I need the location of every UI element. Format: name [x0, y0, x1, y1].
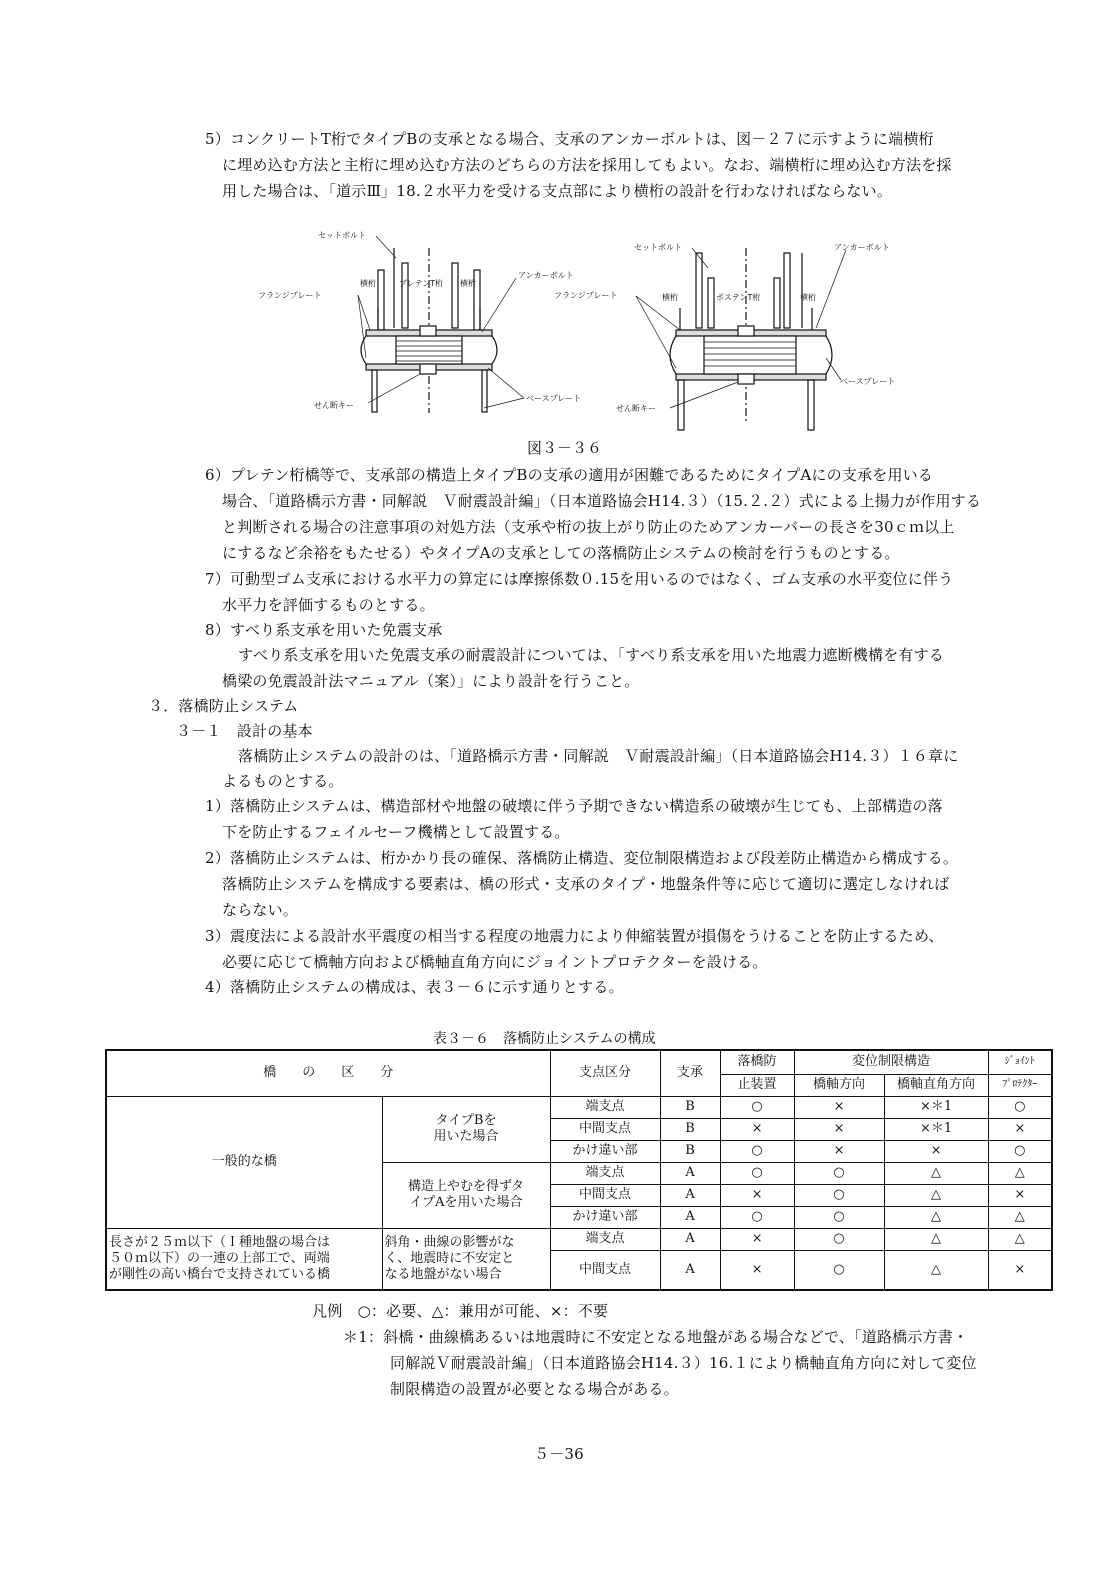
cell-axial: ○ — [794, 1162, 884, 1184]
note-line-1: ＊1：斜橋・曲線橋あるいは地震時に不安定となる地盤がある場合などで、「道路橋示方書・ — [343, 1328, 969, 1346]
cell-fall-prevention: ○ — [720, 1096, 794, 1118]
short-bridge-line-2: ５０ｍ以下）の一連の上部工で、両端 — [109, 1250, 330, 1266]
header-support-class: 支点区分 — [550, 1050, 660, 1096]
cell-support: かけ違い部 — [550, 1140, 660, 1162]
page-number: ５－36 — [534, 1445, 584, 1463]
header-joint-2: ﾌﾟﾛﾃｸﾀｰ — [988, 1074, 1052, 1096]
header-axial: 橋軸方向 — [794, 1074, 884, 1096]
cell-support: 端支点 — [550, 1096, 660, 1118]
general-bridge-cell: 一般的な橋 — [106, 1096, 382, 1228]
item-2-line-2: 落橋防止システムを構成する要素は、橋の形式・支承のタイプ・地盤条件等に応じて適切に選定しなければ — [222, 875, 950, 893]
right-anchor-bolt-label: アンカーボルト — [834, 243, 890, 252]
cell-fall-prevention: ○ — [720, 1162, 794, 1184]
right-diagram-labels — [554, 243, 895, 413]
left-set-bolt-label: セットボルト — [318, 231, 366, 240]
para-8-line-1: すべり系支承を用いた免震支承の耐震設計については、「すべり系支承を用いた地震力遮断機構を有する — [238, 646, 945, 664]
cell-axial: ○ — [794, 1250, 884, 1290]
left-anchor-bolt-label: アンカーボルト — [518, 271, 574, 280]
cell-fall-prevention: × — [720, 1184, 794, 1206]
cell-joint: △ — [988, 1206, 1052, 1228]
cell-fall-prevention: ○ — [720, 1206, 794, 1228]
type-b-line-1: タイプBを — [435, 1113, 497, 1128]
type-b-cell — [382, 1096, 550, 1162]
cell-fall-prevention: × — [720, 1228, 794, 1250]
note-line-3: 制限構造の設置が必要となる場合がある。 — [390, 1380, 679, 1398]
header-joint-1: ｼﾞｮｲﾝﾄ — [988, 1050, 1052, 1074]
header-bridge-class: 橋 の 区 分 — [106, 1050, 550, 1096]
left-cross-beam-label: 横桁 — [360, 279, 376, 288]
section-3-heading: ３．落橋防止システム — [148, 697, 299, 715]
right-flange-plate-label: フランジプレート — [554, 291, 618, 300]
para-5-line-2: に埋め込む方法と主桁に埋め込む方法のどちらの方法を採用してもよい。なお、端横桁に埋め込む方法を採 — [222, 156, 952, 174]
cell-axial: ○ — [794, 1184, 884, 1206]
item-3-line-2: 必要に応じて橋軸方向および橋軸直角方向にジョイントプロテクターを設ける。 — [222, 953, 768, 971]
cell-support: 端支点 — [550, 1228, 660, 1250]
cell-support: 端支点 — [550, 1162, 660, 1184]
cell-bearing: A — [660, 1162, 720, 1184]
cell-joint: △ — [988, 1228, 1052, 1250]
short-condition-cell — [382, 1228, 550, 1290]
cell-joint: × — [988, 1118, 1052, 1140]
para-8-line-2: 橋梁の免震設計法マニュアル（案）」により設計を行うこと。 — [222, 672, 640, 690]
cell-perpendicular: △ — [884, 1184, 988, 1206]
para-5-line-1: 5）コンクリートT桁でタイプBの支承となる場合、支承のアンカーボルトは、図－２７に示すように端横桁 — [205, 130, 934, 148]
left-pretension-label: プレテンT桁 — [399, 279, 444, 288]
right-posttension-label: ポステンT桁 — [716, 293, 761, 302]
right-cross-beam-label-2: 横桁 — [800, 293, 816, 302]
cell-axial: ○ — [794, 1228, 884, 1250]
cell-axial: ○ — [794, 1206, 884, 1228]
cell-perpendicular: △ — [884, 1250, 988, 1290]
table-caption: 表３－６ 落橋防止システムの構成 — [433, 1031, 656, 1047]
cell-axial: × — [794, 1118, 884, 1140]
cell-support: 中間支点 — [550, 1118, 660, 1140]
left-shear-key-label: せん断キー — [314, 401, 354, 410]
right-bearing-diagram — [636, 248, 846, 430]
item-4-line: 4）落橋防止システムの構成は、表３－６に示す通りとする。 — [205, 978, 624, 996]
para-6-line-2: 場合、「道路橋示方書・同解説 Ｖ耐震設計編」（日本道路協会H14.３）（15.２.２）式による上揚力が作用する — [222, 492, 982, 510]
short-bridge-cell — [106, 1228, 382, 1290]
para-7-line-2: 水平力を評価するものとする。 — [222, 596, 435, 614]
section-3-1-intro-line-1: 落橋防止システムの設計のは、「道路橋示方書・同解説 Ｖ耐震設計編」（日本道路協会H14.３）１６章に — [238, 747, 959, 765]
cell-perpendicular: △ — [884, 1228, 988, 1250]
header-perpendicular: 橋軸直角方向 — [884, 1074, 988, 1096]
header-bearing: 支承 — [660, 1050, 720, 1096]
cell-bearing: A — [660, 1184, 720, 1206]
short-bridge-line-1: 長さが２５ｍ以下（Ｉ種地盤の場合は — [109, 1234, 331, 1250]
cell-support: かけ違い部 — [550, 1206, 660, 1228]
figure-caption: 図３－３６ — [527, 439, 603, 457]
cell-perpendicular: △ — [884, 1162, 988, 1184]
left-flange-plate-label: フランジプレート — [258, 291, 322, 300]
cell-joint: × — [988, 1250, 1052, 1290]
type-a-line-1: 構造上やむを得ずタ — [407, 1179, 525, 1194]
header-fall-prevention-1: 落橋防 — [720, 1050, 794, 1074]
cell-support: 中間支点 — [550, 1184, 660, 1206]
table-row — [106, 1096, 1052, 1118]
note-line-2: 同解説Ｖ耐震設計編」（日本道路協会H14.３）16.１により橋軸直角方向に対して変位 — [390, 1354, 977, 1372]
header-fall-prevention-2: 止装置 — [720, 1074, 794, 1096]
left-cross-beam-label-2: 横桁 — [460, 279, 476, 288]
cell-joint: △ — [988, 1162, 1052, 1184]
left-bearing-diagram — [358, 236, 524, 413]
cell-bearing: A — [660, 1206, 720, 1228]
para-6-line-4: にするなど余裕をもたせる）やタイプAの支承としての落橋防止システムの検討を行うものとする。 — [222, 544, 900, 562]
item-3-line-1: 3）震度法による設計水平震度の相当する程度の地震力により伸縮装置が損傷をうけることを防止するため、 — [205, 927, 944, 945]
short-condition-line-2: く、地震時に不安定と — [384, 1250, 515, 1266]
cell-bearing: B — [660, 1118, 720, 1140]
cell-perpendicular: ×＊1 — [884, 1118, 988, 1140]
cell-bearing: A — [660, 1228, 720, 1250]
para-5-line-3: 用した場合は、「道示Ⅲ」18.２水平力を受ける支点部により横桁の設計を行わなければならない。 — [222, 182, 893, 200]
left-base-plate-label: ベースプレート — [526, 394, 582, 403]
cell-bearing: A — [660, 1250, 720, 1290]
cell-joint: × — [988, 1184, 1052, 1206]
short-condition-line-1: 斜角・曲線の影響がな — [384, 1234, 515, 1250]
right-set-bolt-label: セットボルト — [634, 243, 682, 252]
cell-axial: × — [794, 1140, 884, 1162]
cell-bearing: B — [660, 1140, 720, 1162]
cell-fall-prevention: ○ — [720, 1140, 794, 1162]
cell-perpendicular: △ — [884, 1206, 988, 1228]
cell-bearing: B — [660, 1096, 720, 1118]
type-a-line-2: イプAを用いた場合 — [409, 1195, 523, 1210]
cell-joint: ○ — [988, 1140, 1052, 1162]
item-2-line-1: 2）落橋防止システムは、桁かかり長の確保、落橋防止構造、変位制限構造および段差防止構造から構成する。 — [205, 849, 959, 867]
para-8-title: 8）すべり系支承を用いた免震支承 — [205, 621, 443, 639]
item-1-line-1: 1）落橋防止システムは、構造部材や地盤の破壊に伴う予期できない構造系の破壊が生じても、上部構造の落 — [205, 797, 943, 815]
para-7-line-1: 7）可動型ゴム支承における水平力の算定には摩擦係数０.15を用いるのではなく、ゴム支承の水平変位に伴う — [205, 570, 954, 588]
item-2-line-3: ならない。 — [222, 901, 299, 919]
cell-axial: × — [794, 1096, 884, 1118]
cell-fall-prevention: × — [720, 1250, 794, 1290]
cell-support: 中間支点 — [550, 1250, 660, 1290]
short-bridge-line-3: が剛性の高い橋台で支持されている橋 — [109, 1266, 331, 1282]
section-3-1-intro-line-2: よるものとする。 — [222, 772, 344, 790]
right-cross-beam-label: 横桁 — [662, 293, 678, 302]
para-6-line-3: と判断される場合の注意事項の対処方法（支承や桁の抜上がり防止のためアンカーバーの長さを30ｃｍ以上 — [222, 518, 955, 536]
cell-fall-prevention: × — [720, 1118, 794, 1140]
left-diagram-labels — [258, 231, 581, 410]
item-1-line-2: 下を防止するフェイルセーフ機構として設置する。 — [222, 823, 570, 841]
legend: 凡例 ○：必要、△：兼用が可能、×：不要 — [312, 1302, 609, 1320]
cell-perpendicular: ×＊1 — [884, 1096, 988, 1118]
table-row — [106, 1228, 1052, 1250]
header-displacement: 変位制限構造 — [794, 1050, 988, 1074]
type-b-line-2: 用いた場合 — [433, 1129, 499, 1144]
section-3-1-heading: ３－１ 設計の基本 — [176, 722, 313, 740]
bearing-anchor-figure — [226, 208, 942, 446]
cell-joint: ○ — [988, 1096, 1052, 1118]
cell-perpendicular: × — [884, 1140, 988, 1162]
short-condition-line-3: なる地盤がない場合 — [384, 1266, 502, 1282]
type-a-cell — [382, 1162, 550, 1228]
right-base-plate-label: ベースプレート — [840, 377, 896, 386]
right-shear-key-label: せん断キー — [616, 404, 656, 413]
para-6-line-1: 6）プレテン桁橋等で、支承部の構造上タイプBの支承の適用が困難であるためにタイプAにの支承を用いる — [205, 466, 934, 484]
fall-prevention-system-table — [105, 1049, 1053, 1291]
